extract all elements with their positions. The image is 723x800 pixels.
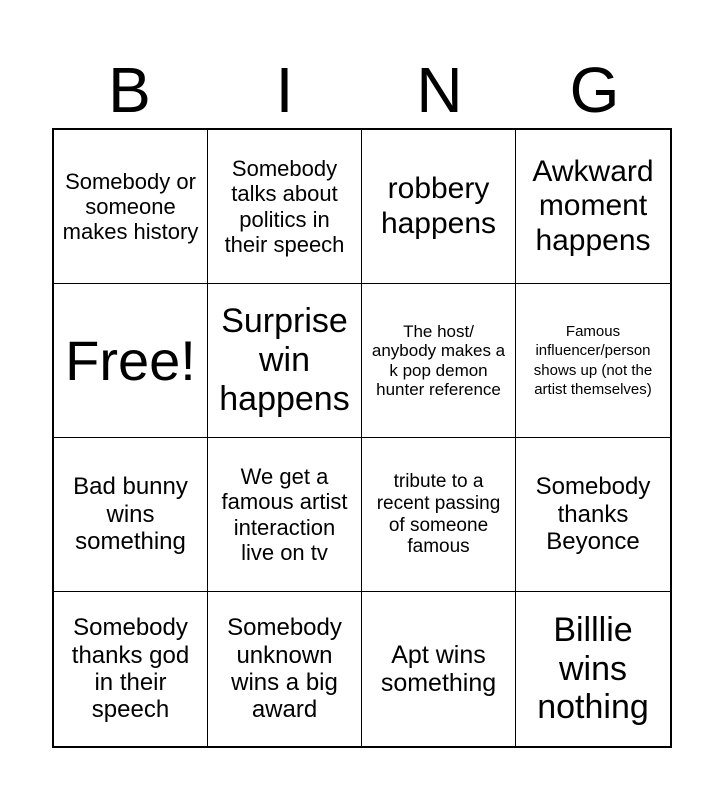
bingo-cell-r2c4[interactable] — [516, 284, 670, 438]
bingo-cell-text: Somebody thanks god in their speech — [71, 614, 190, 724]
bingo-cell-text: Bad bunny wins something — [73, 473, 188, 556]
bingo-cell-text: Famous influencer/person shows up (not the artist themselves) — [533, 322, 653, 398]
bingo-cell-text: Somebody talks about politics in their speech — [224, 156, 345, 257]
bingo-cell-r2c1-free[interactable] — [54, 284, 208, 438]
bingo-board — [52, 128, 672, 748]
bingo-cell-text: Surprise win happens — [219, 302, 350, 418]
bingo-cell-r3c1[interactable] — [54, 438, 208, 592]
bingo-cell-r3c3[interactable] — [362, 438, 516, 592]
free-space-text: Free! — [65, 328, 196, 392]
bingo-cell-r1c1[interactable] — [54, 130, 208, 284]
bingo-cell-text: The host/ anybody makes a k pop demon hunter reference — [371, 321, 506, 399]
bingo-cell-r4c2[interactable] — [208, 592, 362, 746]
bingo-cell-r1c2[interactable] — [208, 130, 362, 284]
bingo-cell-r1c3[interactable] — [362, 130, 516, 284]
bingo-cell-r3c2[interactable] — [208, 438, 362, 592]
bingo-cell-text: Somebody unknown wins a big award — [227, 614, 342, 724]
bingo-header — [52, 52, 672, 128]
bingo-cell-text: robbery happens — [380, 172, 497, 240]
bingo-cell-r2c2[interactable] — [208, 284, 362, 438]
bingo-cell-text: Apt wins something — [380, 640, 497, 697]
header-letter-n: N — [416, 54, 463, 126]
bingo-cell-r4c4[interactable] — [516, 592, 670, 746]
bingo-cell-text: tribute to a recent passing of someone famous — [376, 471, 501, 558]
header-letter-b: B — [108, 54, 151, 126]
bingo-cell-text: Somebody thanks Beyonce — [535, 473, 651, 556]
bingo-cell-r4c3[interactable] — [362, 592, 516, 746]
bingo-cell-text: We get a famous artist interaction live on tv — [221, 464, 348, 565]
header-letter-i: I — [275, 54, 294, 126]
header-letter-g: G — [569, 54, 620, 126]
bingo-cell-r2c3[interactable] — [362, 284, 516, 438]
bingo-cell-text: Somebody or someone makes history — [62, 168, 199, 245]
bingo-cell-r4c1[interactable] — [54, 592, 208, 746]
bingo-cell-text: Billlie wins nothing — [537, 610, 649, 727]
bingo-cell-text: Awkward moment happens — [532, 155, 654, 257]
bingo-cell-r3c4[interactable] — [516, 438, 670, 592]
bingo-cell-r1c4[interactable] — [516, 130, 670, 284]
